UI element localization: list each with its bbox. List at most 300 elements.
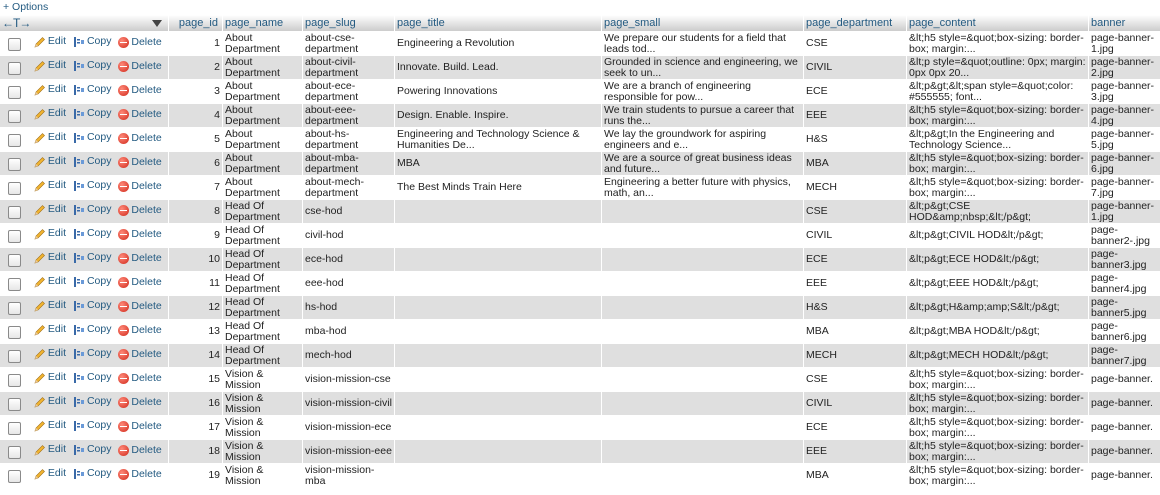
page-department-text: ECE	[806, 86, 828, 97]
pencil-icon	[34, 108, 46, 120]
cell-page-department	[804, 392, 906, 415]
cell-page-content	[907, 392, 1088, 415]
cell-page-name	[223, 80, 302, 103]
row-checkbox[interactable]	[8, 326, 21, 339]
page-slug-text: vision-mission-mba	[305, 464, 375, 487]
copy-icon	[73, 60, 85, 72]
copy-link[interactable]	[73, 468, 112, 480]
page-small-text: We are a branch of engineering responsible for pow...	[604, 80, 751, 103]
copy-link[interactable]	[73, 156, 112, 168]
cell-page-department	[804, 176, 906, 199]
edit-link[interactable]	[34, 252, 66, 264]
page-slug-text: vision-mission-eee	[305, 446, 392, 457]
delete-link[interactable]	[118, 301, 161, 312]
cell-page-small	[602, 32, 803, 55]
row-actions	[0, 224, 168, 247]
copy-label: Copy	[86, 35, 112, 48]
cell-page-title	[395, 368, 601, 391]
page-id-text: 17	[208, 422, 220, 433]
cell-page-small	[602, 368, 803, 391]
page-content-text: &lt;h5 style=&quot;box-sizing: border-box; margin:...	[909, 368, 1084, 391]
page-name-text: About Department	[225, 32, 280, 55]
page-content-text: &lt;h5 style=&quot;box-sizing: border-box; margin:...	[909, 416, 1084, 439]
edit-link[interactable]	[34, 108, 66, 120]
cell-page-id	[169, 392, 222, 415]
page-id-text: 1	[214, 38, 220, 49]
edit-link[interactable]	[34, 276, 66, 288]
delete-link[interactable]	[118, 349, 161, 360]
cell-page-name	[223, 176, 302, 199]
edit-link[interactable]	[34, 36, 66, 48]
copy-icon	[73, 204, 85, 216]
cell-page-slug	[303, 224, 394, 247]
pencil-icon	[34, 444, 46, 456]
page-content-text: &lt;p&gt;CSE HOD&amp;nbsp;&lt;/p&gt;	[909, 200, 1031, 223]
copy-label: Copy	[86, 395, 112, 408]
cell-page-slug	[303, 344, 394, 367]
page-id-text: 16	[208, 398, 220, 409]
cell-page-small	[602, 56, 803, 79]
table-row	[0, 392, 1160, 415]
cell-page-name	[223, 440, 302, 463]
cell-page-department	[804, 248, 906, 271]
delete-icon	[118, 397, 129, 408]
table-row	[0, 272, 1160, 295]
row-actions	[0, 416, 168, 439]
page-id-text: 8	[214, 206, 220, 217]
page-slug-text: mech-hod	[305, 350, 352, 361]
copy-icon	[73, 132, 85, 144]
copy-label: Copy	[86, 131, 112, 144]
page-department-text: MECH	[806, 350, 837, 361]
copy-icon	[73, 36, 85, 48]
cell-page-name	[223, 248, 302, 271]
cell-page-slug	[303, 104, 394, 127]
row-actions	[0, 344, 168, 367]
pencil-icon	[34, 60, 46, 72]
copy-link[interactable]	[73, 84, 112, 96]
row-actions	[0, 152, 168, 175]
sort-dropdown-icon[interactable]	[152, 20, 162, 27]
delete-link[interactable]	[118, 37, 161, 48]
header-page-name[interactable]: page_name	[223, 15, 302, 31]
row-checkbox[interactable]	[8, 110, 21, 123]
edit-label: Edit	[47, 419, 67, 432]
table-row	[0, 320, 1160, 343]
copy-link[interactable]	[73, 444, 112, 456]
cell-banner	[1089, 320, 1160, 343]
page-department-text: EEE	[806, 110, 828, 121]
delete-label: Delete	[131, 467, 162, 480]
cell-page-title	[395, 440, 601, 463]
page-name-text: Head Of Department	[225, 296, 280, 319]
page-content-text: &lt;h5 style=&quot;box-sizing: border-box; margin:...	[909, 104, 1084, 127]
edit-label: Edit	[47, 203, 67, 216]
page-content-text: &lt;p&gt;CIVIL HOD&lt;/p&gt;	[909, 230, 1044, 241]
delete-label: Delete	[131, 59, 162, 72]
copy-link[interactable]	[73, 204, 112, 216]
page-slug-text: about-hs-department	[305, 128, 359, 151]
page-slug-text: ece-hod	[305, 254, 343, 265]
edit-label: Edit	[47, 131, 67, 144]
edit-label: Edit	[47, 371, 67, 384]
edit-label: Edit	[47, 59, 67, 72]
table-row	[0, 56, 1160, 79]
delete-icon	[118, 37, 129, 48]
cell-page-content	[907, 32, 1088, 55]
page-slug-text: eee-hod	[305, 278, 344, 289]
edit-label: Edit	[47, 107, 67, 120]
cell-banner	[1089, 368, 1160, 391]
copy-link[interactable]	[73, 36, 112, 48]
cell-page-title	[395, 56, 601, 79]
table-row	[0, 464, 1160, 487]
copy-link[interactable]	[73, 396, 112, 408]
cell-page-id	[169, 56, 222, 79]
edit-link[interactable]	[34, 156, 66, 168]
page-name-text: Head Of Department	[225, 224, 280, 247]
cell-page-name	[223, 272, 302, 295]
cell-page-slug	[303, 80, 394, 103]
edit-link[interactable]	[34, 84, 66, 96]
cell-page-name	[223, 152, 302, 175]
header-page-slug[interactable]: page_slug	[303, 15, 394, 31]
copy-icon	[73, 228, 85, 240]
table-row	[0, 416, 1160, 439]
delete-link[interactable]	[118, 85, 161, 96]
page-title-text: MBA	[397, 158, 420, 169]
copy-link[interactable]	[73, 60, 112, 72]
delete-link[interactable]	[118, 277, 161, 288]
cell-banner	[1089, 464, 1160, 487]
copy-link[interactable]	[73, 228, 112, 240]
copy-icon	[73, 84, 85, 96]
row-checkbox[interactable]	[8, 446, 21, 459]
cell-page-content	[907, 368, 1088, 391]
page-department-text: MBA	[806, 158, 829, 169]
page-content-text: &lt;p&gt;In the Engineering and Technology Science...	[909, 128, 1055, 151]
row-actions	[0, 128, 168, 151]
cell-page-id	[169, 80, 222, 103]
delete-link[interactable]	[118, 157, 161, 168]
page-name-text: Head Of Department	[225, 200, 280, 223]
cell-page-id	[169, 104, 222, 127]
cell-page-small	[602, 200, 803, 223]
table-row	[0, 152, 1160, 175]
page-slug-text: vision-mission-ece	[305, 422, 392, 433]
page-name-text: Head Of Department	[225, 320, 280, 343]
row-checkbox[interactable]	[8, 278, 21, 291]
header-page-id[interactable]: page_id	[169, 15, 222, 31]
row-actions	[0, 248, 168, 271]
cell-page-title	[395, 176, 601, 199]
cell-page-id	[169, 128, 222, 151]
row-checkbox[interactable]	[8, 230, 21, 243]
cell-page-id	[169, 200, 222, 223]
edit-link[interactable]	[34, 444, 66, 456]
delete-link[interactable]	[118, 181, 161, 192]
delete-link[interactable]	[118, 397, 161, 408]
cell-page-slug	[303, 392, 394, 415]
row-checkbox[interactable]	[8, 254, 21, 267]
copy-label: Copy	[86, 59, 112, 72]
header-page-content[interactable]: page_content	[907, 15, 1088, 31]
banner-text: page-banner-5.jpg	[1091, 128, 1155, 151]
delete-link[interactable]	[118, 373, 161, 384]
copy-link[interactable]	[73, 324, 112, 336]
page-name-text: About Department	[225, 56, 280, 79]
row-actions	[0, 104, 168, 127]
page-name-text: About Department	[225, 152, 280, 175]
copy-label: Copy	[86, 275, 112, 288]
row-checkbox[interactable]	[8, 470, 21, 483]
delete-label: Delete	[131, 299, 162, 312]
cell-page-id	[169, 296, 222, 319]
copy-label: Copy	[86, 347, 112, 360]
page-content-text: &lt;h5 style=&quot;box-sizing: border-box; margin:...	[909, 152, 1084, 175]
options-bar	[0, 0, 1160, 14]
cell-banner	[1089, 224, 1160, 247]
cell-page-department	[804, 368, 906, 391]
row-checkbox[interactable]	[8, 302, 21, 315]
delete-link[interactable]	[118, 253, 161, 264]
row-actions	[0, 368, 168, 391]
page-name-text: About Department	[225, 80, 280, 103]
delete-icon	[118, 85, 129, 96]
delete-link[interactable]	[118, 469, 161, 480]
delete-icon	[118, 181, 129, 192]
delete-link[interactable]	[118, 229, 161, 240]
table-row	[0, 368, 1160, 391]
row-actions	[0, 176, 168, 199]
cell-page-content	[907, 176, 1088, 199]
edit-link[interactable]	[34, 396, 66, 408]
page-name-text: Vision & Mission	[225, 416, 264, 439]
banner-text: page-banner3.jpg	[1091, 248, 1147, 271]
cell-page-title	[395, 80, 601, 103]
cell-page-department	[804, 224, 906, 247]
copy-icon	[73, 444, 85, 456]
delete-icon	[118, 373, 129, 384]
delete-link[interactable]	[118, 325, 161, 336]
delete-link[interactable]	[118, 61, 161, 72]
cell-page-small	[602, 320, 803, 343]
banner-text: page-banner7.jpg	[1091, 344, 1147, 367]
page-slug-text: mba-hod	[305, 326, 347, 337]
row-checkbox[interactable]	[8, 38, 21, 51]
banner-text: page-banner-1.jpg	[1091, 200, 1155, 223]
page-small-text: We train students to pursue a career that runs the...	[604, 104, 795, 127]
delete-link[interactable]	[118, 109, 161, 120]
cell-page-id	[169, 440, 222, 463]
results-table	[0, 14, 1160, 488]
copy-link[interactable]	[73, 276, 112, 288]
header-page-department[interactable]: page_department	[804, 15, 906, 31]
cell-page-department	[804, 416, 906, 439]
page-content-text: &lt;p&gt;MBA HOD&lt;/p&gt;	[909, 326, 1040, 337]
cell-page-department	[804, 200, 906, 223]
page-small-text: Grounded in science and engineering, we seek to un...	[604, 56, 798, 79]
copy-link[interactable]	[73, 108, 112, 120]
page-name-text: Head Of Department	[225, 272, 280, 295]
pencil-icon	[34, 276, 46, 288]
delete-icon	[118, 301, 129, 312]
cell-banner	[1089, 440, 1160, 463]
page-id-text: 15	[208, 374, 220, 385]
banner-text: page-banner.	[1091, 470, 1153, 481]
cell-page-title	[395, 32, 601, 55]
edit-link[interactable]	[34, 324, 66, 336]
delete-icon	[118, 349, 129, 360]
delete-label: Delete	[131, 443, 162, 456]
edit-link[interactable]	[34, 420, 66, 432]
edit-link[interactable]	[34, 180, 66, 192]
row-checkbox[interactable]	[8, 86, 21, 99]
cell-page-content	[907, 296, 1088, 319]
edit-link[interactable]	[34, 372, 66, 384]
copy-label: Copy	[86, 419, 112, 432]
row-checkbox[interactable]	[8, 350, 21, 363]
pencil-icon	[34, 204, 46, 216]
copy-link[interactable]	[73, 372, 112, 384]
delete-icon	[118, 229, 129, 240]
page-slug-text: cse-hod	[305, 206, 343, 217]
copy-link[interactable]	[73, 420, 112, 432]
cell-page-title	[395, 344, 601, 367]
edit-link[interactable]	[34, 132, 66, 144]
copy-link[interactable]	[73, 132, 112, 144]
copy-icon	[73, 372, 85, 384]
cell-page-slug	[303, 248, 394, 271]
page-name-text: About Department	[225, 176, 280, 199]
edit-label: Edit	[47, 299, 67, 312]
page-slug-text: vision-mission-cse	[305, 374, 391, 385]
header-page-small[interactable]: page_small	[602, 15, 803, 31]
delete-label: Delete	[131, 395, 162, 408]
page-department-text: CSE	[806, 374, 828, 385]
cell-page-id	[169, 272, 222, 295]
copy-link[interactable]	[73, 348, 112, 360]
page-department-text: CSE	[806, 38, 828, 49]
edit-link[interactable]	[34, 228, 66, 240]
table-row	[0, 200, 1160, 223]
cell-page-department	[804, 104, 906, 127]
edit-link[interactable]	[34, 348, 66, 360]
row-checkbox[interactable]	[8, 398, 21, 411]
cell-page-title	[395, 296, 601, 319]
edit-link[interactable]	[34, 204, 66, 216]
copy-link[interactable]	[73, 252, 112, 264]
edit-label: Edit	[47, 227, 67, 240]
page-content-text: &lt;p&gt;H&amp;amp;S&lt;/p&gt;	[909, 302, 1060, 313]
delete-label: Delete	[131, 107, 162, 120]
page-department-text: EEE	[806, 446, 828, 457]
page-id-text: 3	[214, 86, 220, 97]
edit-link[interactable]	[34, 300, 66, 312]
page-department-text: H&S	[806, 302, 828, 313]
pencil-icon	[34, 468, 46, 480]
cell-page-title	[395, 272, 601, 295]
delete-link[interactable]	[118, 205, 161, 216]
banner-text: page-banner-2.jpg	[1091, 56, 1155, 79]
delete-link[interactable]	[118, 421, 161, 432]
delete-label: Delete	[131, 35, 162, 48]
edit-link[interactable]	[34, 60, 66, 72]
edit-label: Edit	[47, 347, 67, 360]
cell-page-name	[223, 296, 302, 319]
delete-label: Delete	[131, 131, 162, 144]
cell-page-content	[907, 272, 1088, 295]
banner-text: page-banner-7.jpg	[1091, 176, 1155, 199]
copy-link[interactable]	[73, 300, 112, 312]
edit-label: Edit	[47, 155, 67, 168]
copy-icon	[73, 324, 85, 336]
row-checkbox[interactable]	[8, 374, 21, 387]
page-department-text: MECH	[806, 182, 837, 193]
copy-label: Copy	[86, 251, 112, 264]
table-row	[0, 104, 1160, 127]
table-row	[0, 176, 1160, 199]
cell-page-name	[223, 224, 302, 247]
copy-icon	[73, 396, 85, 408]
cell-page-id	[169, 176, 222, 199]
header-page-title[interactable]: page_title	[395, 15, 601, 31]
table-row	[0, 248, 1160, 271]
row-actions	[0, 200, 168, 223]
page-department-text: CIVIL	[806, 398, 833, 409]
page-content-text: &lt;h5 style=&quot;box-sizing: border-box; margin:...	[909, 392, 1084, 415]
pencil-icon	[34, 252, 46, 264]
copy-label: Copy	[86, 155, 112, 168]
row-checkbox[interactable]	[8, 158, 21, 171]
options-link[interactable]: + Options	[3, 1, 49, 13]
delete-label: Delete	[131, 275, 162, 288]
row-checkbox[interactable]	[8, 62, 21, 75]
cell-page-title	[395, 128, 601, 151]
delete-link[interactable]	[118, 133, 161, 144]
delete-icon	[118, 445, 129, 456]
table-row	[0, 344, 1160, 367]
pencil-icon	[34, 180, 46, 192]
delete-link[interactable]	[118, 445, 161, 456]
edit-link[interactable]	[34, 468, 66, 480]
row-checkbox[interactable]	[8, 206, 21, 219]
delete-icon	[118, 253, 129, 264]
copy-link[interactable]	[73, 180, 112, 192]
header-banner[interactable]: banner	[1089, 15, 1160, 31]
cell-page-slug	[303, 272, 394, 295]
cell-page-department	[804, 440, 906, 463]
cell-page-content	[907, 80, 1088, 103]
delete-icon	[118, 133, 129, 144]
cell-banner	[1089, 152, 1160, 175]
delete-label: Delete	[131, 347, 162, 360]
column-arrows-icon[interactable]: ←T→	[2, 16, 31, 30]
cell-page-content	[907, 224, 1088, 247]
page-id-text: 14	[208, 350, 220, 361]
cell-page-small	[602, 296, 803, 319]
copy-icon	[73, 180, 85, 192]
cell-page-department	[804, 296, 906, 319]
row-checkbox[interactable]	[8, 134, 21, 147]
row-checkbox[interactable]	[8, 422, 21, 435]
table-row	[0, 128, 1160, 151]
cell-page-department	[804, 464, 906, 487]
cell-page-name	[223, 368, 302, 391]
row-checkbox[interactable]	[8, 182, 21, 195]
page-slug-text: civil-hod	[305, 230, 344, 241]
page-small-text: Engineering a better future with physics, math, an...	[604, 176, 791, 199]
